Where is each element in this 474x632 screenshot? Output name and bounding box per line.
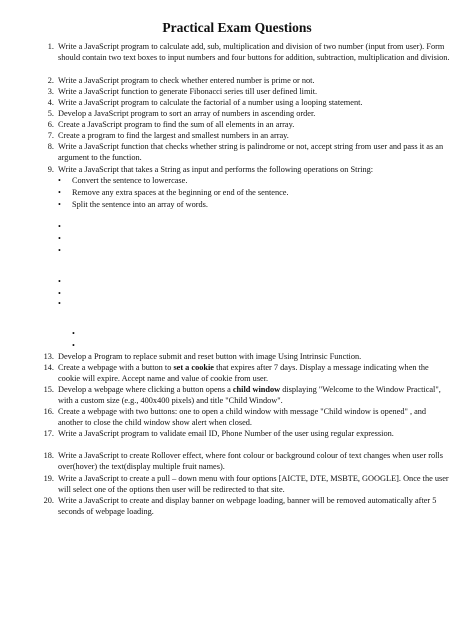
- question-number: 9.: [47, 165, 54, 174]
- page-title: Practical Exam Questions: [162, 20, 312, 35]
- question-number: 18.: [43, 451, 54, 460]
- empty-bullet: •: [72, 329, 75, 338]
- question-text: Develop a JavaScript program to sort an array of numbers in ascending order.: [58, 109, 316, 118]
- bullet-icon: •: [58, 200, 61, 209]
- question-number: 13.: [43, 352, 54, 361]
- question-number: 20.: [43, 496, 54, 505]
- subitem-text: Split the sentence into an array of words.: [72, 200, 208, 209]
- question-text: Create a program to find the largest and smallest numbers in an array.: [58, 131, 289, 140]
- question-text: Write a JavaScript function to generate Fibonacci series till user defined limit.: [58, 87, 318, 96]
- question-number: 3.: [47, 87, 54, 96]
- question-number: 7.: [47, 131, 54, 140]
- empty-bullet: •: [58, 246, 61, 255]
- question-text: Write a JavaScript program to calculate add, sub, multiplication and division of two number (input from user). Form should contain two text boxes to input numbers and four buttons for addition, subtraction, multiplication and division.: [58, 42, 450, 62]
- question-number: 14.: [43, 363, 54, 372]
- empty-bullet: •: [58, 289, 61, 298]
- bold-text: set a cookie: [173, 363, 214, 372]
- question-text: Write a JavaScript to create Rollover effect, where font colour or background colour of text changes when user rolls over(hover) the text(display multiple fruit names).: [58, 451, 443, 471]
- question-text: Write a JavaScript program to check whether entered number is prime or not.: [58, 76, 315, 85]
- bullet-icon: •: [58, 188, 61, 197]
- bullet-icon: •: [58, 176, 61, 185]
- question-text: Write a JavaScript that takes a String as input and performs the following operations on String:: [58, 165, 374, 174]
- question-text: Create a webpage with a button to set a cookie that expires after 7 days. Display a message indicating when the cookie will expire. Accept name and value of cookie from user.: [58, 363, 429, 383]
- empty-bullet: •: [58, 222, 61, 231]
- question-text: Create a webpage with two buttons: one to open a child window with message "Child window is opened" , and another to close the child window show alert when closed.: [58, 407, 427, 427]
- question-number: 19.: [43, 474, 54, 483]
- question-number: 5.: [47, 109, 54, 118]
- question-number: 4.: [47, 98, 54, 107]
- empty-bullet: •: [58, 234, 61, 243]
- question-text: Create a JavaScript program to find the sum of all elements in an array.: [58, 120, 295, 129]
- question-text: Write a JavaScript program to calculate the factorial of a number using a looping statement.: [58, 98, 363, 107]
- question-number: 8.: [47, 142, 54, 151]
- bold-text: child window: [232, 385, 281, 394]
- question-number: 16.: [43, 407, 54, 416]
- question-text: Develop a webpage where clicking a button opens a child window displaying "Welcome to the Window Practical", with a custom size (e.g., 400x400 pixels) and title "Child Window".: [58, 385, 441, 405]
- question-number: 2.: [47, 76, 54, 85]
- question-text: Write a JavaScript function that checks whether string is palindrome or not, accept string from user and pass it as an argument to the function.: [58, 142, 444, 162]
- subitem-text: Convert the sentence to lowercase.: [72, 176, 188, 185]
- empty-bullet: •: [72, 341, 75, 350]
- question-text: Develop a Program to replace submit and reset button with image Using Intrinsic Function.: [58, 352, 362, 361]
- empty-bullet: •: [58, 277, 61, 286]
- question-text: Write a JavaScript to create a pull – down menu with four options [AICTE, DTE, MSBTE, GOOGLE]. Once the user will select one of the options then user will be redirected to that site.: [58, 474, 449, 494]
- question-number: 6.: [47, 120, 54, 129]
- empty-bullet: •: [58, 299, 61, 308]
- question-text: Write a JavaScript program to validate email ID, Phone Number of the user using regular expression.: [58, 429, 394, 438]
- subitem-text: Remove any extra spaces at the beginning or end of the sentence.: [72, 188, 289, 197]
- question-number: 15.: [43, 385, 54, 394]
- question-number: 1.: [47, 42, 54, 51]
- question-text: Write a JavaScript to create and display banner on webpage loading, banner will be removed automatically after 5 seconds of webpage loading.: [58, 496, 437, 516]
- question-number: 17.: [43, 429, 54, 438]
